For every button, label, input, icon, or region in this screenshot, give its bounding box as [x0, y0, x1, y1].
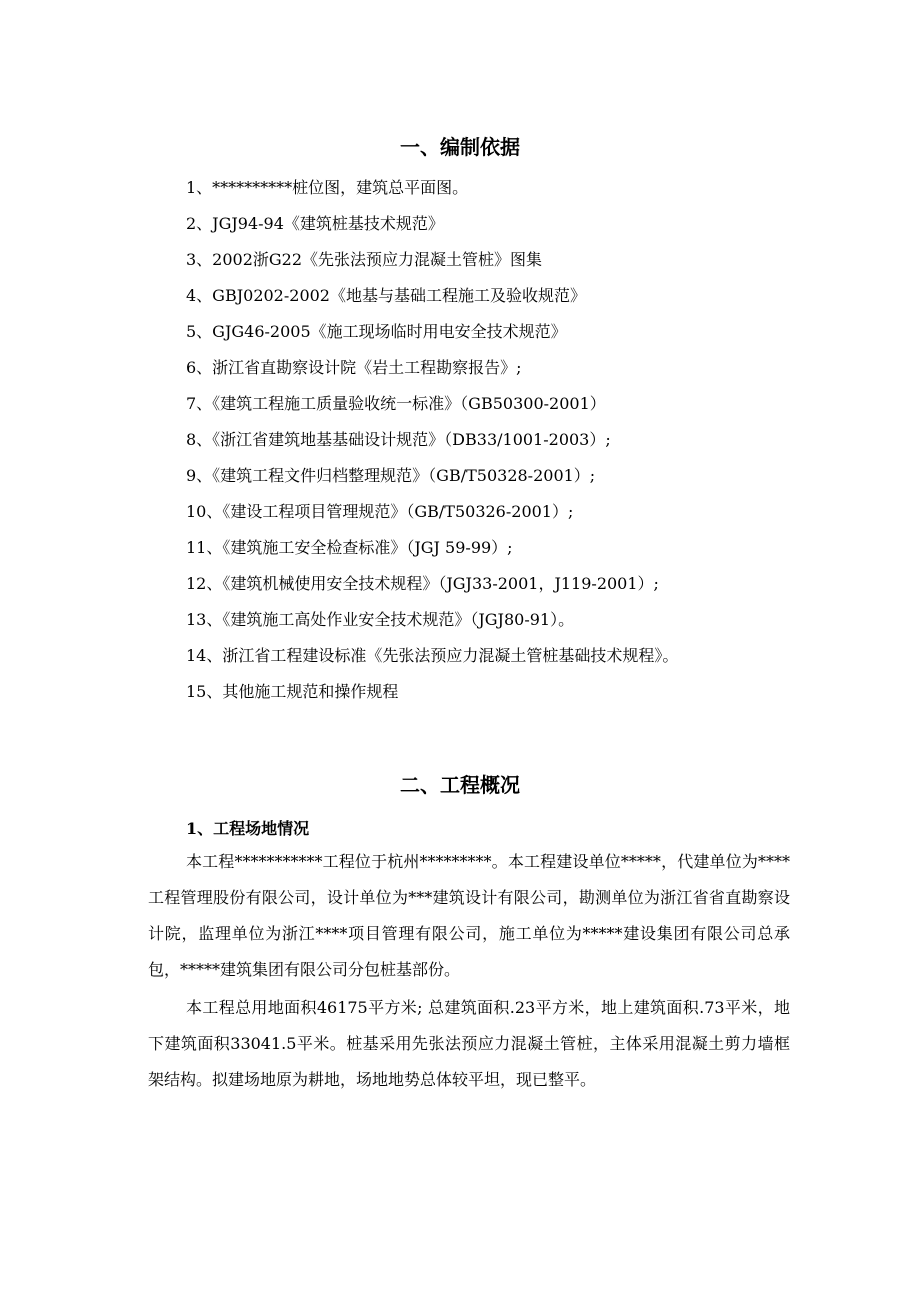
- list-item: 15、其他施工规范和操作规程: [186, 682, 399, 701]
- list-item: 8、《浙江省建筑地基基础设计规范》（DB33/1001-2003）;: [186, 430, 611, 449]
- paragraph-site-area: 本工程总用地面积46175平方米; 总建筑面积.23平方米，地上建筑面积.73平米，地下建筑面积33041.5平米。桩基采用先张法预应力混凝土管桩，主体采用混凝土剪力墙框架结构。拟建场地原为耕地，场地地势总体较平坦，现已整平。: [148, 998, 790, 1089]
- list-item: 12、《建筑机械使用安全技术规程》（JGJ33-2001，J119-2001）;: [186, 574, 659, 593]
- list-item: 14、浙江省工程建设标准《先张法预应力混凝土管桩基础技术规程》。: [186, 646, 679, 665]
- section-title-overview: 二、工程概况: [400, 773, 520, 797]
- list-item: 9、《建筑工程文件归档整理规范》（GB/T50328-2001）;: [186, 466, 596, 485]
- list-item: 4、GBJ0202-2002《地基与基础工程施工及验收规范》: [186, 286, 586, 305]
- section-title-basis: 一、编制依据: [400, 135, 520, 159]
- list-item: 13、《建筑施工高处作业安全技术规范》（JGJ80-91）。: [186, 610, 575, 629]
- basis-list: [186, 175, 678, 715]
- list-item: 10、《建设工程项目管理规范》（GB/T50326-2001）;: [186, 502, 574, 521]
- subsection-title-site: 1、工程场地情况: [186, 819, 310, 838]
- list-item: 3、2002浙G22《先张法预应力混凝土管桩》图集: [186, 250, 543, 269]
- list-item: 2、JGJ94-94《建筑桩基技术规范》: [186, 214, 444, 233]
- list-item: 6、浙江省直勘察设计院《岩土工程勘察报告》;: [186, 358, 522, 377]
- list-item: 5、GJG46-2005《施工现场临时用电安全技术规范》: [186, 322, 567, 341]
- paragraph-site-parties: 本工程***********工程位于杭州*********。本工程建设单位*****，代建单位为****工程管理股份有限公司，设计单位为***建筑设计有限公司，勘测单位为浙江省省直勘察设计院，监理单位为浙江****项目管理有限公司，施工单位为*****建设集团有限公司总承包，*****建筑集团有限公司分包桩基部份。: [148, 852, 790, 979]
- list-item: 11、《建筑施工安全检查标准》（JGJ 59-99）;: [186, 538, 513, 557]
- list-item: 1、**********桩位图，建筑总平面图。: [186, 178, 469, 197]
- list-item: 7、《建筑工程施工质量验收统一标准》（GB50300-2001）: [186, 394, 606, 413]
